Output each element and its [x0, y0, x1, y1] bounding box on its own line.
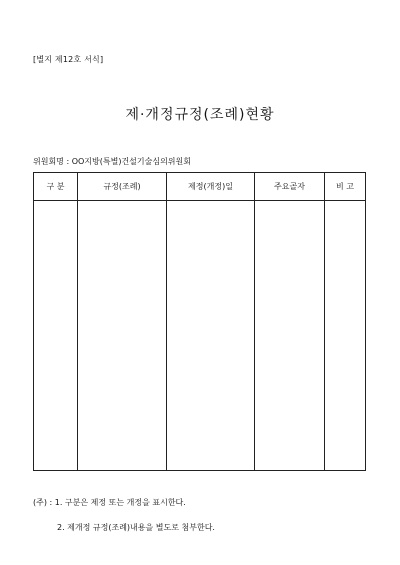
header-main-points: 주요골자 — [255, 173, 325, 201]
header-remarks: 비 고 — [325, 173, 366, 201]
committee-name-line: 위원회명 : OO지방(특별)건설기술심의위원회 — [33, 157, 191, 166]
cell-remarks[interactable] — [325, 201, 366, 471]
table-row — [34, 201, 366, 471]
document-title: 제·개정규정(조례)현황 — [125, 107, 275, 123]
cell-regulation[interactable] — [78, 201, 167, 471]
table-header-row — [34, 173, 366, 201]
form-number-label: [별지 제12호 서식] — [33, 55, 104, 64]
regulation-status-table — [33, 172, 366, 471]
cell-category[interactable] — [34, 201, 78, 471]
footnote-2: 2. 제개정 규정(조례)내용을 별도로 첨부한다. — [57, 523, 215, 532]
header-enactment-date: 제정(개정)일 — [167, 173, 255, 201]
header-regulation: 규정(조례) — [78, 173, 167, 201]
cell-main-points[interactable] — [255, 201, 325, 471]
cell-enactment-date[interactable] — [167, 201, 255, 471]
header-category: 구 분 — [34, 173, 78, 201]
footnote-1: (주) : 1. 구분은 제정 또는 개정을 표시한다. — [33, 498, 186, 507]
